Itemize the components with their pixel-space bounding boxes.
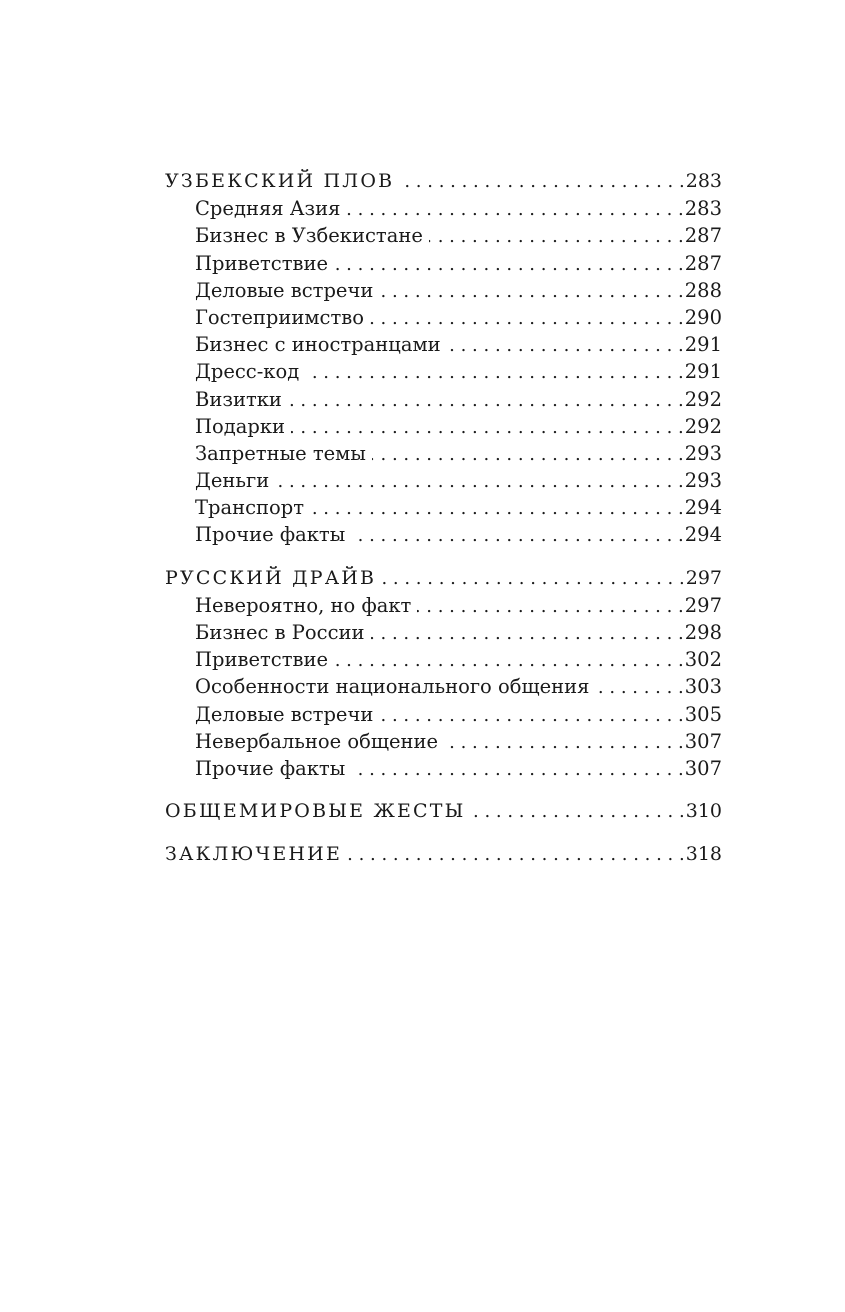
toc-chapter-entry[interactable]	[165, 841, 722, 868]
entry-label: Приветствие	[195, 251, 329, 275]
dot-leader	[275, 468, 684, 495]
page-number: 292	[684, 414, 722, 438]
dot-leader	[417, 593, 683, 620]
toc-entry[interactable]	[165, 277, 722, 304]
dot-leader	[595, 674, 683, 701]
toc-entry[interactable]	[165, 755, 722, 782]
entry-label: Деловые встречи	[195, 278, 374, 302]
dot-leader	[472, 798, 685, 825]
toc-entry[interactable]	[165, 195, 722, 222]
entry-label: Визитки	[195, 387, 282, 411]
page-number: 305	[684, 702, 722, 726]
dot-leader	[429, 223, 684, 250]
chapter-title: УЗБЕКСКИЙ ПЛОВ	[165, 170, 395, 192]
dot-leader	[351, 756, 684, 783]
toc-entry[interactable]	[165, 331, 722, 358]
dot-leader	[334, 251, 684, 278]
toc-entry[interactable]	[165, 728, 722, 755]
page-number: 293	[684, 441, 722, 465]
dot-leader	[346, 196, 683, 223]
dot-leader	[291, 414, 684, 441]
toc-section	[165, 798, 722, 825]
page-number: 318	[685, 843, 722, 866]
page-number: 283	[685, 170, 722, 192]
toc-entry[interactable]	[165, 646, 722, 673]
toc-section	[165, 565, 722, 783]
toc-entry[interactable]	[165, 250, 722, 277]
dot-leader	[379, 278, 683, 305]
page-number: 290	[684, 305, 722, 329]
page-number: 298	[684, 621, 722, 644]
page-number: 302	[684, 648, 722, 672]
entry-label: Прочие факты	[195, 523, 346, 547]
chapter-title: РУССКИЙ ДРАЙВ	[165, 566, 377, 589]
dot-leader	[334, 647, 684, 674]
toc-entry[interactable]	[165, 673, 722, 700]
page-number: 307	[684, 756, 722, 780]
dot-leader	[379, 702, 683, 729]
toc-entry[interactable]	[165, 521, 722, 548]
toc-entry[interactable]	[165, 467, 722, 494]
entry-label: Бизнес в России	[195, 621, 365, 644]
entry-label: Деньги	[195, 469, 270, 493]
toc-entry[interactable]	[165, 440, 722, 467]
toc-entry[interactable]	[165, 619, 722, 646]
page-number: 287	[684, 224, 722, 248]
entry-label: Особенности национального общения	[195, 675, 590, 699]
entry-label: Бизнес в Узбекистане	[195, 224, 423, 248]
page-number: 288	[684, 278, 722, 302]
toc-entry[interactable]	[165, 222, 722, 249]
page-number: 291	[684, 333, 722, 357]
chapter-title: ОБЩЕМИРОВЫЕ ЖЕСТЫ	[165, 800, 466, 823]
entry-label: Деловые встречи	[195, 702, 374, 726]
page-number: 291	[684, 360, 722, 384]
entry-label: Прочие факты	[195, 756, 346, 780]
toc-chapter-entry[interactable]	[165, 168, 722, 195]
page-number: 297	[685, 566, 722, 589]
entry-label: Бизнес с иностранцами	[195, 333, 441, 357]
entry-label: Транспорт	[195, 496, 305, 520]
page-number: 303	[684, 675, 722, 699]
dot-leader	[372, 441, 684, 468]
toc-entry[interactable]	[165, 413, 722, 440]
dot-leader	[400, 168, 684, 195]
toc-entry[interactable]	[165, 592, 722, 619]
toc-chapter-entry[interactable]	[165, 798, 722, 825]
page-number: 283	[684, 197, 722, 221]
dot-leader	[310, 495, 684, 522]
toc-entry[interactable]	[165, 358, 722, 385]
entry-label: Невероятно, но факт	[195, 593, 412, 617]
dot-leader	[348, 841, 685, 868]
chapter-title: ЗАКЛЮЧЕНИЕ	[165, 843, 343, 866]
entry-label: Невербальное общение	[195, 729, 439, 753]
dot-leader	[351, 522, 684, 549]
dot-leader	[444, 729, 684, 756]
entry-label: Подарки	[195, 414, 286, 438]
page-number: 294	[684, 496, 722, 520]
entry-label: Приветствие	[195, 648, 329, 672]
entry-label: Средняя Азия	[195, 197, 341, 221]
dot-leader	[370, 305, 684, 332]
toc-section	[165, 168, 722, 549]
page-number: 310	[685, 800, 722, 823]
page-number: 292	[684, 387, 722, 411]
entry-label: Гостеприимство	[195, 305, 364, 329]
dot-leader	[305, 359, 684, 386]
page-number: 293	[684, 469, 722, 493]
page-number: 287	[684, 251, 722, 275]
entry-label: Запретные темы	[195, 441, 366, 465]
dot-leader	[371, 620, 684, 647]
toc-entry[interactable]	[165, 304, 722, 331]
toc-entry[interactable]	[165, 701, 722, 728]
page-number: 297	[684, 593, 722, 617]
dot-leader	[447, 332, 684, 359]
dot-leader	[382, 565, 685, 592]
toc-entry[interactable]	[165, 386, 722, 413]
entry-label: Дресс-код	[195, 360, 300, 384]
page-number: 294	[684, 523, 722, 547]
table-of-contents	[165, 168, 722, 869]
toc-entry[interactable]	[165, 494, 722, 521]
toc-section	[165, 841, 722, 868]
toc-chapter-entry[interactable]	[165, 565, 722, 592]
dot-leader	[288, 387, 684, 414]
page-number: 307	[684, 729, 722, 753]
